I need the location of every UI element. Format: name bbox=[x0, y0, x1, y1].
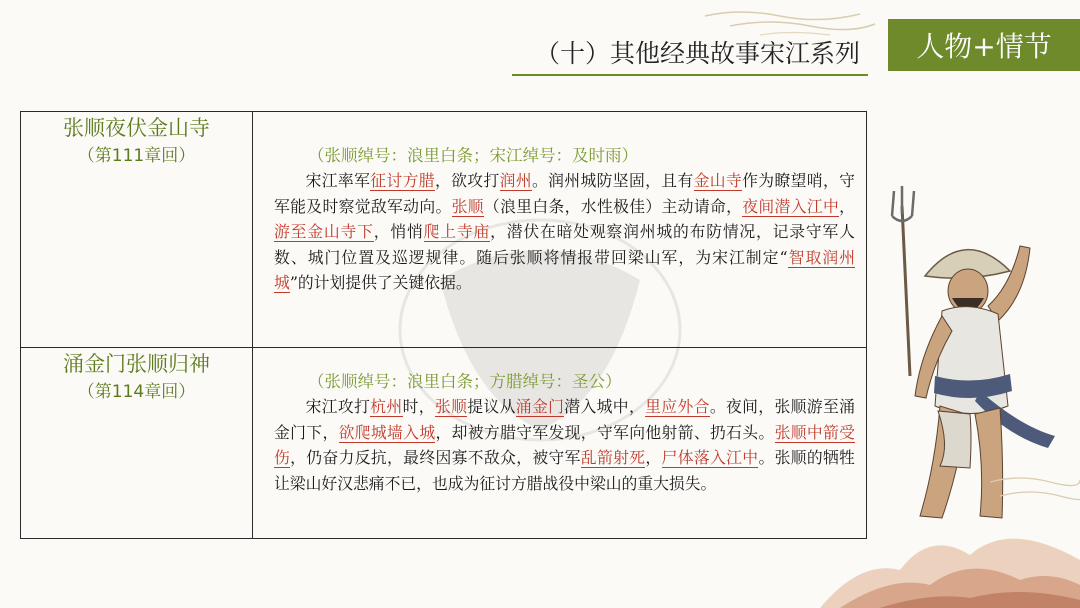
story-text: ， bbox=[839, 196, 855, 216]
story-text: ”的计划提供了关键依据。 bbox=[289, 273, 472, 292]
page-title: （十）其他经典故事宋江系列 bbox=[534, 39, 860, 68]
story-text: ，欲攻打 bbox=[434, 171, 500, 190]
story-text: ，仍奋力反抗，最终因寡不敌众，被守军 bbox=[290, 448, 581, 468]
story-text: 潜入城中， bbox=[564, 397, 646, 417]
nickname-line: （张顺绰号：浪里白条；方腊绰号：圣公） bbox=[308, 372, 622, 392]
highlighted-phrase: 润州 bbox=[499, 171, 532, 190]
header-title-block bbox=[512, 32, 868, 76]
highlighted-phrase: 游至金山寺下 bbox=[274, 222, 374, 241]
story-chapter: （第111章回） bbox=[77, 146, 196, 166]
story-text: 。夜间，张顺游至涌金门下， bbox=[274, 397, 855, 442]
highlighted-phrase: 欲爬城墙入城 bbox=[338, 422, 436, 442]
highlighted-phrase: 里应外合 bbox=[645, 397, 710, 417]
story-row bbox=[21, 348, 867, 539]
mountain-decoration bbox=[820, 500, 1080, 608]
story-text: 宋江率军 bbox=[305, 171, 371, 190]
story-text: ，却被方腊守军发现，守军向他射箭、扔石头。 bbox=[435, 422, 775, 442]
story-title: 张顺夜伏金山寺 bbox=[63, 116, 210, 140]
story-text: 提议从 bbox=[467, 397, 516, 417]
highlighted-phrase: 杭州 bbox=[370, 397, 403, 417]
story-title: 涌金门张顺归神 bbox=[63, 352, 210, 377]
story-title-cell bbox=[21, 348, 253, 539]
title-underline bbox=[512, 74, 868, 76]
story-text: 。润州城防坚固，且有 bbox=[531, 171, 694, 190]
story-text: 宋江攻打 bbox=[305, 397, 371, 417]
nickname-line: （张顺绰号：浪里白条；宋江绰号：及时雨） bbox=[308, 146, 638, 165]
decorative-wave-lines bbox=[990, 470, 1080, 510]
story-text: 作为瞭望哨，守军能及时察觉敌军动向。 bbox=[274, 171, 855, 216]
highlighted-phrase: 张顺 bbox=[434, 397, 468, 417]
highlighted-phrase: 尸体落入江中 bbox=[661, 448, 759, 468]
story-body bbox=[274, 168, 855, 296]
highlighted-phrase: 智取润州城 bbox=[274, 247, 855, 292]
story-text: ，潜伏在暗处观察润州城的布防情况，记录守军人数、城门位置及巡逻规律。随后张顺将情报带回梁山军，为宋江制定“ bbox=[274, 222, 855, 267]
highlighted-phrase: 夜间潜入江中 bbox=[742, 196, 840, 216]
category-tag: 人物+情节 bbox=[888, 19, 1080, 71]
story-body bbox=[274, 394, 855, 496]
highlighted-phrase: 乱箭射死 bbox=[580, 448, 646, 468]
highlighted-phrase: 张顺 bbox=[451, 196, 484, 216]
story-text: 。张顺的牺牲让梁山好汉悲痛不已，也成为征讨方腊战役中梁山的重大损失。 bbox=[274, 448, 855, 493]
story-content-cell bbox=[253, 348, 867, 539]
story-text: ， bbox=[645, 448, 662, 468]
story-content-cell bbox=[253, 112, 867, 348]
highlighted-phrase: 爬上寺庙 bbox=[423, 222, 491, 241]
story-row bbox=[21, 112, 867, 348]
highlighted-phrase: 张顺中箭受伤 bbox=[274, 422, 855, 468]
highlighted-phrase: 涌金门 bbox=[515, 397, 565, 417]
story-text: 时， bbox=[402, 397, 435, 417]
highlighted-phrase: 征讨方腊 bbox=[370, 171, 435, 190]
story-chapter: （第114章回） bbox=[77, 382, 196, 403]
highlighted-phrase: 金山寺 bbox=[693, 171, 743, 190]
story-text: ，悄悄 bbox=[373, 222, 424, 241]
story-title-cell bbox=[21, 112, 253, 348]
story-table bbox=[20, 111, 867, 539]
story-text: （浪里白条，水性极佳）主动请命， bbox=[483, 196, 743, 216]
